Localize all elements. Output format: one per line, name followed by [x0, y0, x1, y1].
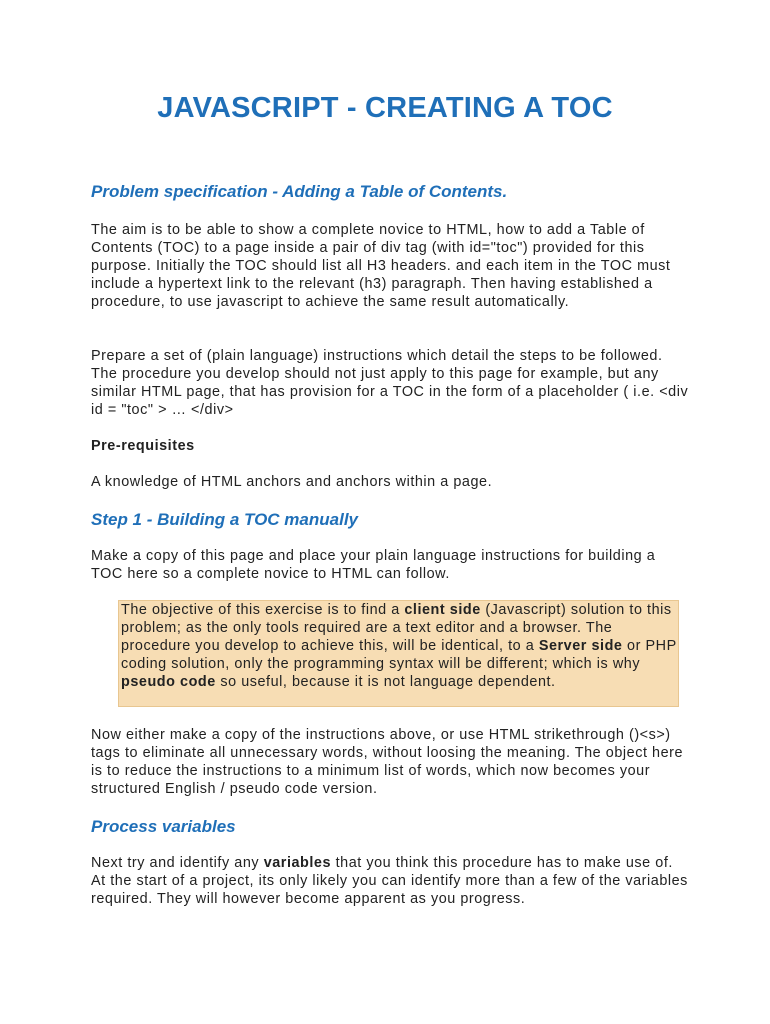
variables-bold: variables	[263, 855, 332, 871]
process-variables-paragraph	[91, 854, 691, 908]
process-variables-heading: Process variables	[91, 817, 236, 836]
note-text-2: (Javascript) solution to this problem; as the only tools required are a text editor and a browser. The procedure you develop to achieve this, will be identical, to a	[121, 602, 672, 654]
objective-note-box	[118, 600, 679, 707]
note-text-4: so useful, because it is not language dependent.	[215, 674, 556, 690]
objective-note-text	[121, 601, 678, 691]
page-title: JAVASCRIPT - CREATING A TOC	[157, 92, 613, 124]
step1-heading: Step 1 - Building a TOC manually	[91, 510, 359, 529]
variables-text-1: Next try and identify any	[91, 855, 264, 871]
variables-text-2: that you think this procedure has to make use of. At the start of a project, its only likely you can identify more than a few of the variables required. They will however become apparent as you progress.	[91, 855, 688, 907]
prerequisites-label: Pre-requisites	[91, 438, 195, 454]
note-text-1: The objective of this exercise is to find a	[121, 602, 405, 618]
note-server-side: Server side	[538, 638, 623, 654]
problem-spec-heading: Problem specification - Adding a Table of Contents.	[91, 182, 508, 201]
strikethrough-paragraph: Now either make a copy of the instructions above, or use HTML strikethrough ()<s>) tags to eliminate all unnecessary words, without loosing the meaning. The object here is to reduce the instructions to a minimum list of words, which now becomes your structured English / pseudo code version.	[91, 727, 684, 797]
note-client-side: client side	[404, 602, 481, 618]
prerequisites-text: A knowledge of HTML anchors and anchors within a page.	[91, 474, 493, 490]
step1-paragraph: Make a copy of this page and place your plain language instructions for building a TOC here so a complete novice to HTML can follow.	[91, 548, 656, 582]
problem-spec-paragraph: The aim is to be able to show a complete novice to HTML, how to add a Table of Contents (TOC) to a page inside a pair of div tag (with id="toc") provided for this purpose. Initially the TOC should list all H3 headers. and each item in the TOC must include a hypertext link to the relevant (h3) paragraph. Then having established a procedure, to use javascript to achieve the same result automatically.	[91, 222, 671, 310]
procedure-paragraph: Prepare a set of (plain language) instructions which detail the steps to be followed. The procedure you develop should not just apply to this page for example, but any similar HTML page, that has provision for a TOC in the form of a placeholder ( i.e. <div id = "toc" > … </div>	[91, 348, 689, 418]
note-text-3: or PHP coding solution, only the programming syntax will be different; which is why	[121, 638, 677, 672]
note-pseudo-code: pseudo code	[121, 674, 216, 690]
